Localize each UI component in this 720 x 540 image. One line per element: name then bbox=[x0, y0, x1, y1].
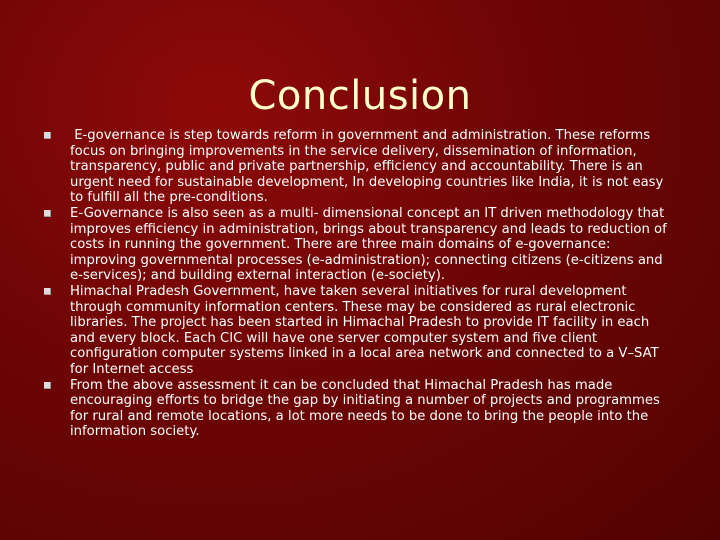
bullet-list bbox=[40, 128, 678, 440]
slide-title: Conclusion bbox=[248, 72, 472, 119]
bullet-text: E-Governance is also seen as a multi- dimensional concept an IT driven methodology that improves efficiency in administration, brings about transparency and leads to reduction of costs in running the government. There are three main domains of e-governance: improving governmental processes (e-administration); connecting citizens (e-citizens and e-services); and building external interaction (e-society). bbox=[70, 205, 667, 284]
bullet-item bbox=[40, 128, 678, 206]
bullet-item bbox=[40, 284, 678, 378]
bullet-item bbox=[40, 378, 678, 440]
bullet-text: E-governance is step towards reform in government and administration. These reforms focus on bringing improvements in the service delivery, dissemination of information, transparency, public and private partnership, efficiency and accountability. There is an urgent need for sustainable development, In developing countries like India, it is not easy to fulfill all the pre-conditions. bbox=[70, 128, 668, 206]
bullet-item bbox=[40, 206, 678, 284]
bullet-text: From the above assessment it can be concluded that Himachal Pradesh has made encouraging efforts to bridge the gap by initiating a number of projects and programmes for rural and remote locations, a lot more needs to be done to bring the people into the information society. bbox=[70, 377, 660, 440]
square-bullet-icon bbox=[44, 210, 51, 217]
square-bullet-icon bbox=[44, 132, 51, 139]
bullet-text: Himachal Pradesh Government, have taken several initiatives for rural development through community information centers. These may be considered as rural electronic libraries. The project has been started in Himachal Pradesh to provide IT facility in each and every block. Each CIC will have one server computer system and five client configuration computer systems linked in a local area network and connected to a V–SAT for Internet access bbox=[70, 283, 659, 377]
square-bullet-icon bbox=[44, 288, 51, 295]
square-bullet-icon bbox=[44, 382, 51, 389]
